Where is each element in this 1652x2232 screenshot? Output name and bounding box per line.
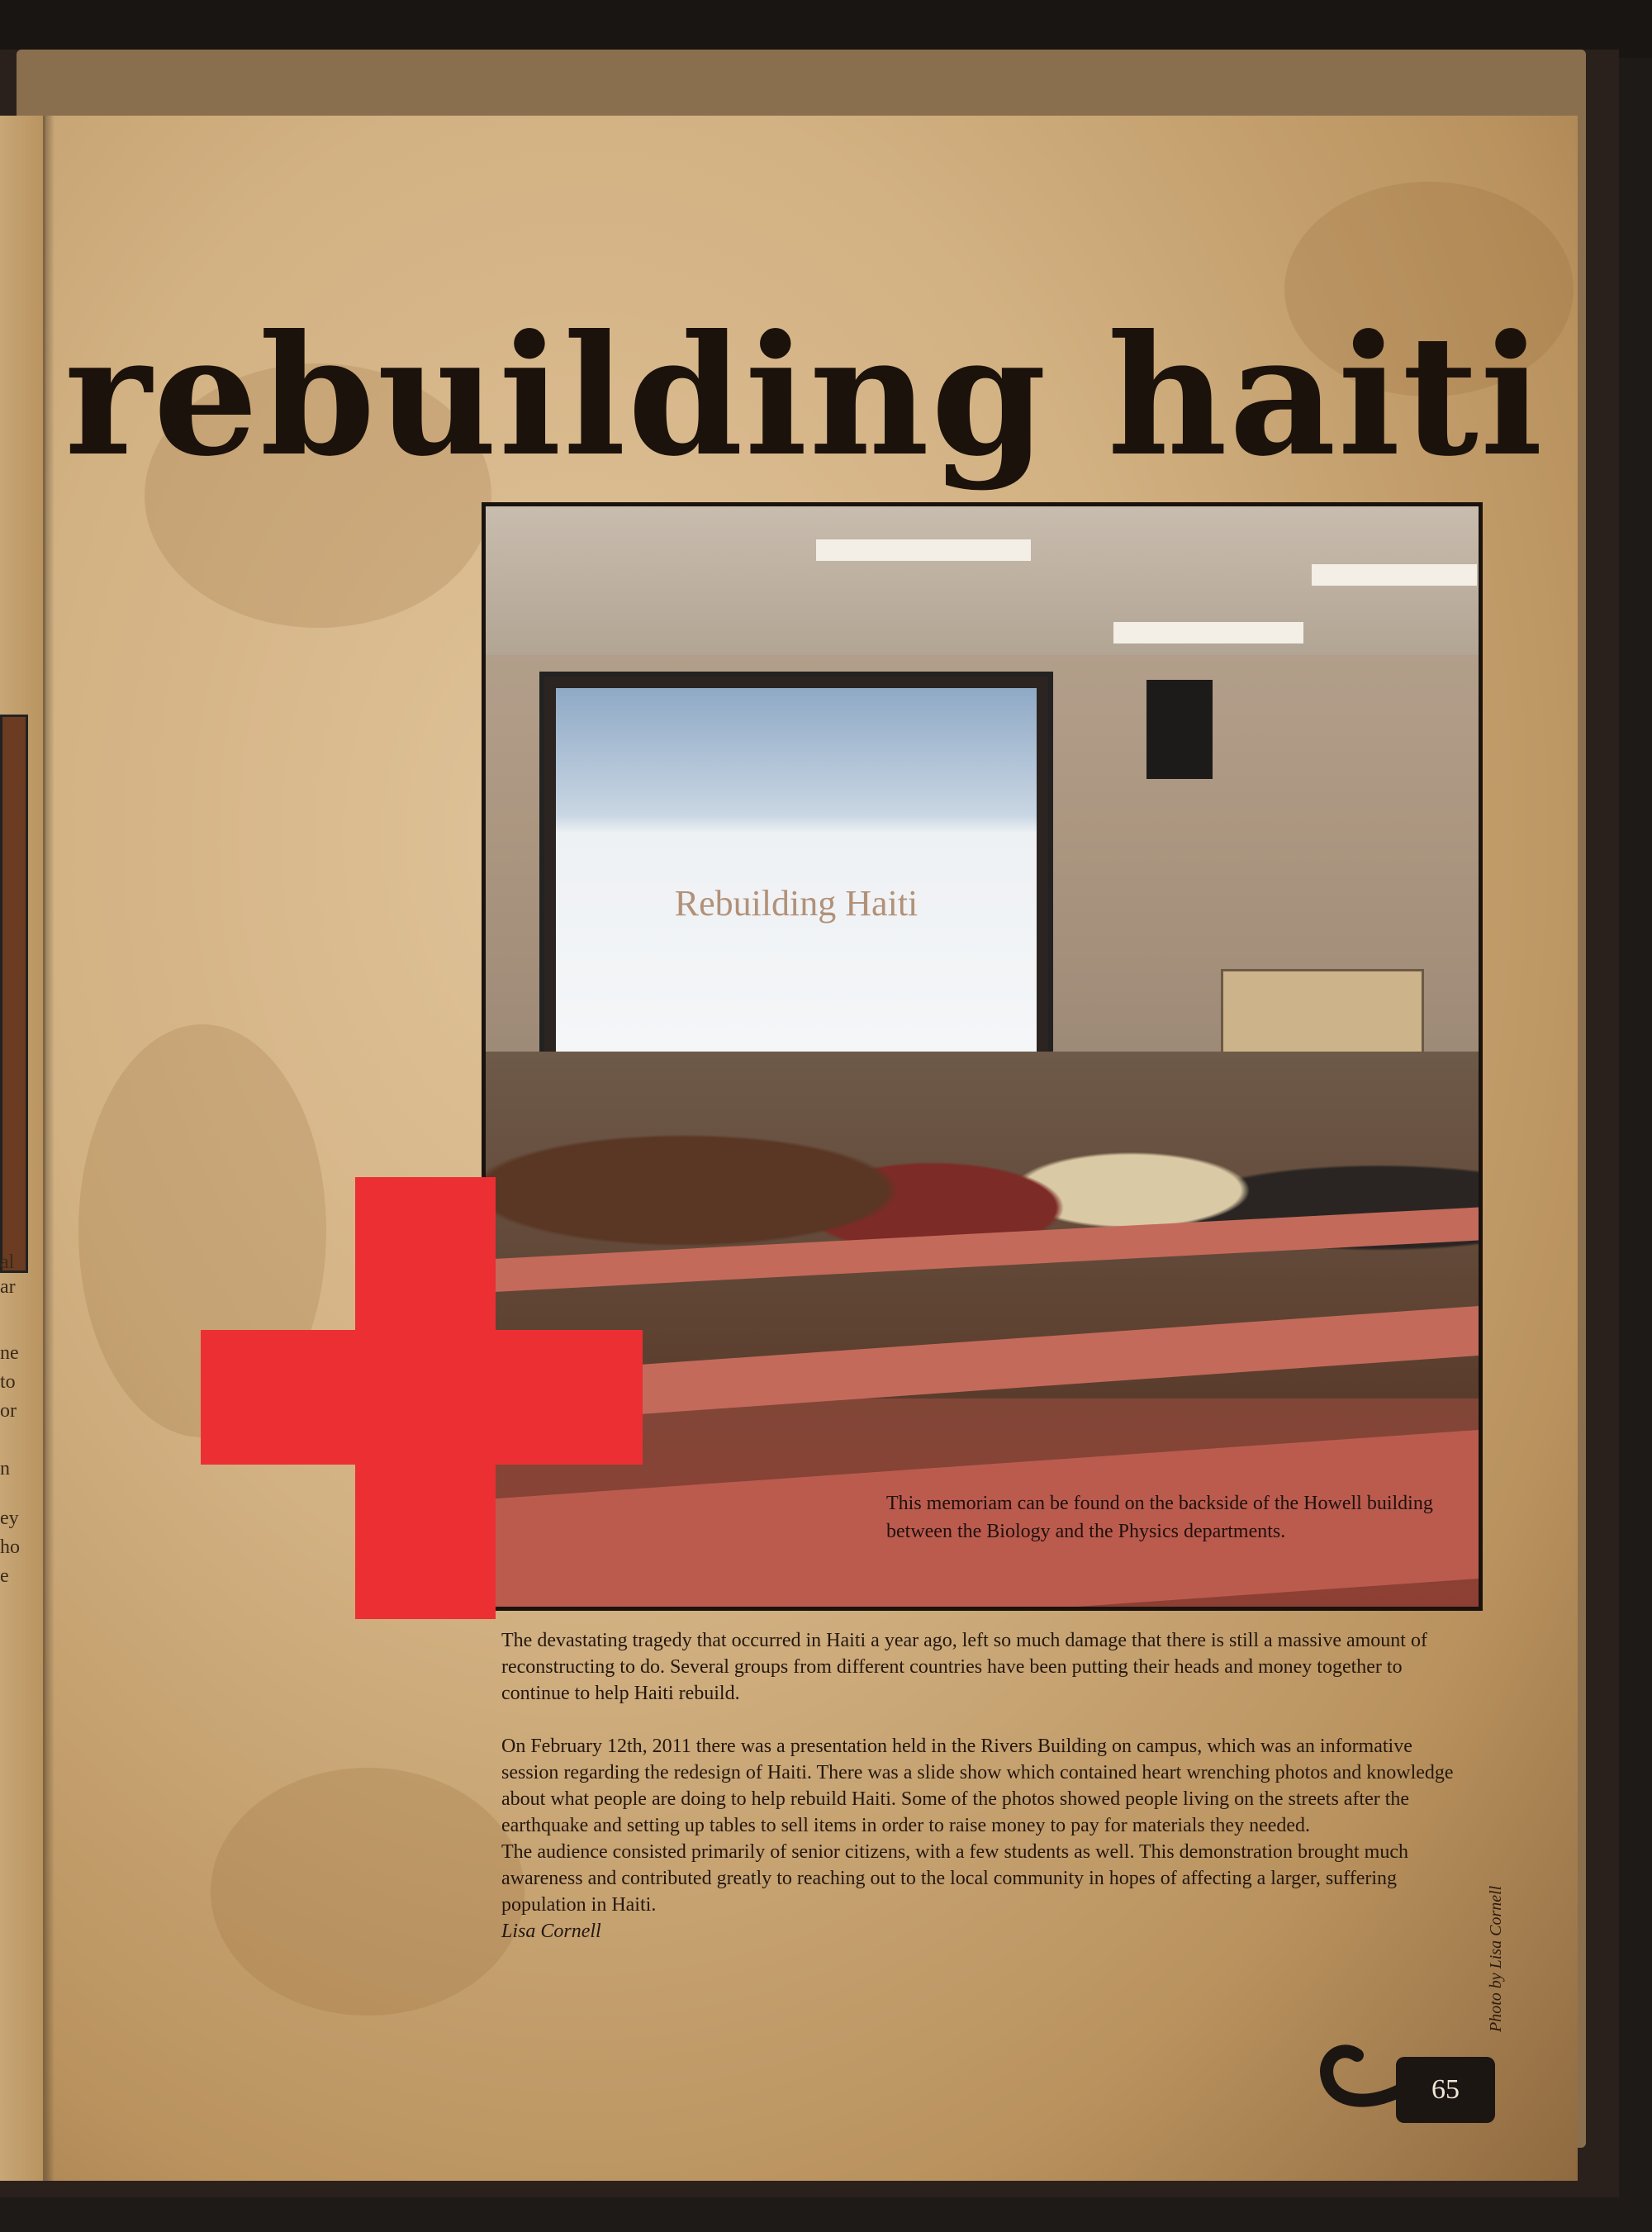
slide-title: Rebuilding Haiti bbox=[674, 883, 919, 924]
facing-page-text: ar bbox=[0, 1276, 16, 1298]
page-number: 65 bbox=[1396, 2057, 1495, 2123]
wall-speaker bbox=[1146, 680, 1213, 779]
projection-screen bbox=[539, 672, 1053, 1070]
page-gutter bbox=[43, 116, 55, 2181]
projected-slide bbox=[556, 688, 1037, 1052]
article-paragraph: The audience consisted primarily of senior citizens, with a few students as well. This demonstration brought much awareness and contributed greatly to reaching out to the local community in hopes of affecting a larger, suffering population in Haiti. bbox=[501, 1841, 1408, 1916]
facing-page-text: e bbox=[0, 1565, 9, 1587]
facing-page bbox=[0, 116, 45, 2181]
article-paragraph: The devastating tragedy that occurred in Haiti a year ago, left so much damage that there is still a massive amount of reconstructing to do. Several groups from different countries have been putting their heads and money together to continue to help Haiti rebuild. bbox=[501, 1630, 1427, 1704]
article-author: Lisa Cornell bbox=[501, 1921, 601, 1942]
facing-page-text: n bbox=[0, 1458, 10, 1479]
ceiling-light bbox=[1113, 622, 1303, 643]
article-paragraph: On February 12th, 2011 there was a presentation held in the Rivers Building on campus, which was an informative session regarding the redesign of Haiti. There was a slide show which contained heart wrenching photos and knowledge about what people are doing to help rebuild Haiti. Some of the photos showed people living on the streets after the earthquake and setting up tables to sell items in order to raise money to pay for materials they needed. bbox=[501, 1736, 1454, 1836]
facing-page-text: ey bbox=[0, 1508, 19, 1529]
article-body bbox=[501, 1627, 1460, 1945]
facing-page-text: al bbox=[0, 1251, 15, 1273]
photo-caption: This memoriam can be found on the backside of the Howell building between the Biology and the Physics departments. bbox=[886, 1493, 1433, 1542]
facing-page-text: ne bbox=[0, 1342, 19, 1364]
photo-credit: Photo by Lisa Cornell bbox=[1487, 1885, 1505, 2032]
ceiling-light bbox=[1312, 564, 1477, 586]
red-cross-icon-bar bbox=[201, 1330, 643, 1465]
facing-page-photo bbox=[0, 715, 28, 1273]
facing-page-text: or bbox=[0, 1400, 17, 1422]
page-stain bbox=[211, 1768, 525, 2016]
facing-page-text: to bbox=[0, 1371, 16, 1393]
page-title: rebuilding haiti bbox=[64, 299, 1545, 493]
ceiling-light bbox=[816, 539, 1031, 561]
facing-page-text: ho bbox=[0, 1536, 20, 1558]
